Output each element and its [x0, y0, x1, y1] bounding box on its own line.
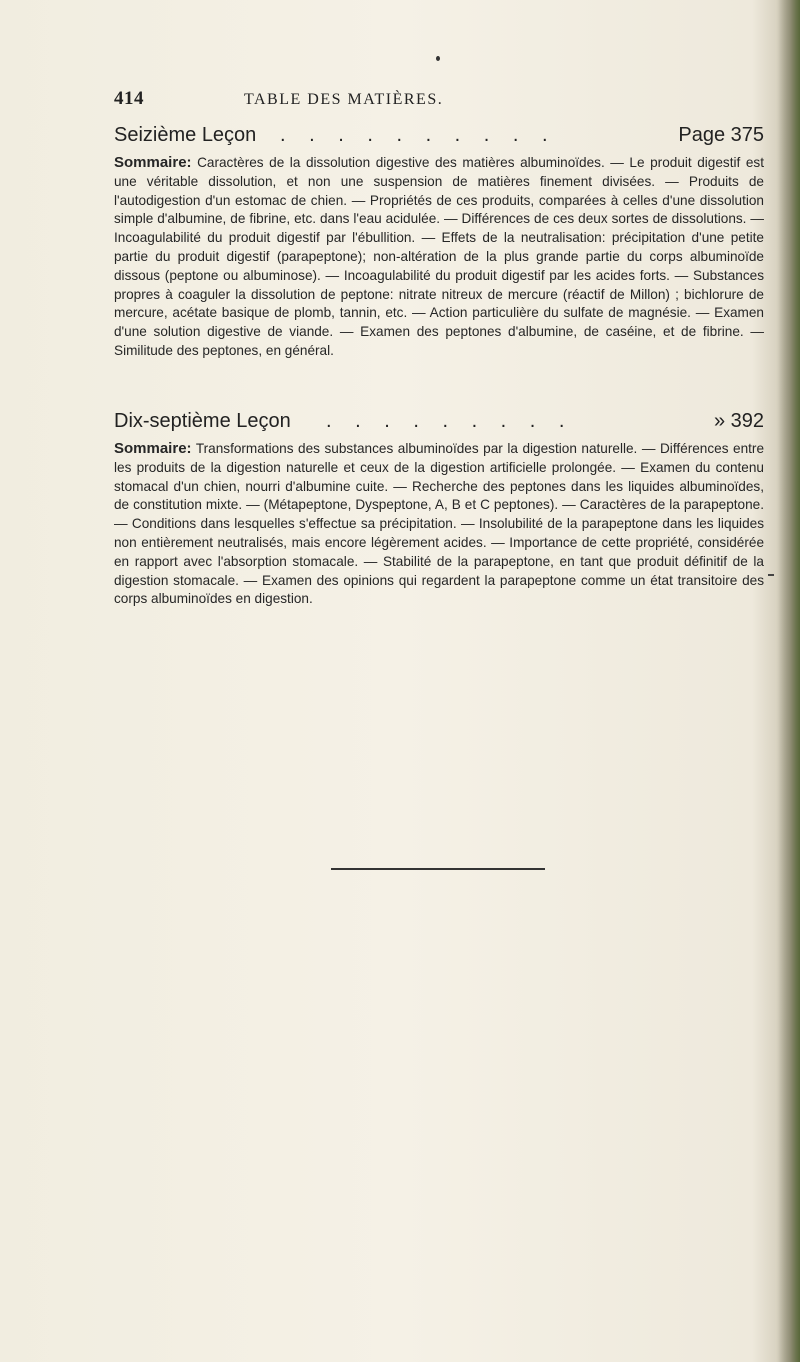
page-reference: Page 375 — [678, 124, 764, 146]
dot-leaders: . . . . . . . . . . — [280, 124, 557, 146]
margin-mark — [768, 574, 774, 576]
ink-dot — [436, 56, 440, 61]
lesson-summary — [114, 440, 764, 609]
lesson-seventeen — [114, 410, 764, 609]
lesson-heading — [114, 410, 764, 436]
page-header — [114, 88, 774, 112]
lesson-summary — [114, 154, 764, 361]
end-rule — [331, 868, 545, 870]
summary-label: Sommaire: — [114, 154, 192, 171]
lesson-heading — [114, 124, 764, 150]
page-reference: » 392 — [713, 410, 764, 432]
lesson-title: Seizième Leçon — [114, 124, 257, 146]
running-title: TABLE DES MATIÈRES. — [244, 91, 444, 108]
page-edge-shadow — [778, 0, 800, 1362]
dot-leaders: . . . . . . . . . — [326, 410, 574, 432]
summary-label: Sommaire: — [114, 440, 192, 457]
page-number: 414 — [114, 88, 144, 109]
lesson-title: Dix-septième Leçon — [114, 410, 291, 432]
summary-text: Caractères de la dissolution digestive des matières albuminoïdes. — Le produit digestif est une véritable dissolution, et non une suspension de matières finement divisées. — Produits de l'autodigestion d'un estomac de chien. — Propriétés de ces produits, comparées à celles d'une dissolution simple d'albumine, de fibrine, etc. dans l'eau acidulée. — Différences de ces deux sortes de dissolutions. — Incoagulabilité du produit digestif par l'ébullition. — Effets de la neutralisation: précipitation d'une petite partie du produit digestif (parapeptone); non-altération de la plus grande partie du corps albuminoïde dissous (peptone ou albuminose). — Incoagulabilité du produit digestif par les acides forts. — Substances propres à coaguler la dissolution de peptone: nitrate nitreux de mercure (réactif de Millon) ; bichlorure de mercure, acétate basique de plomb, tannin, etc. — Action particulière du sulfate de magnésie. — Examen d'une solution digestive de viande. — Examen des peptones d'albumine, de caséine, et de fibrine. — Similitude des peptones, en général. — [114, 155, 764, 358]
lesson-sixteen — [114, 124, 764, 361]
summary-text: Transformations des substances albuminoïdes par la digestion naturelle. — Différences entre les produits de la digestion naturelle et ceux de la digestion artificielle prolongée. — Examen du contenu stomacal d'un chien, nourri d'albumine cuite. — Recherche des peptones dans les liquides albuminoïdes, de constitution mixte. — (Métapeptone, Dyspeptone, A, B et C peptones). — Caractères de la parapeptone. — Conditions dans lesquelles s'effectue sa précipitation. — Insolubilité de la parapeptone dans les liquides non entièrement neutralisés, mais encore légèrement acides. — Importance de cette propriété, considérée en rapport avec l'absorption stomacale. — Stabilité de la parapeptone, en tant que produit définitif de la digestion stomacale. — Examen des opinions qui regardent la parapeptone comme un état transitoire des corps albuminoïdes en digestion. — [114, 441, 765, 607]
